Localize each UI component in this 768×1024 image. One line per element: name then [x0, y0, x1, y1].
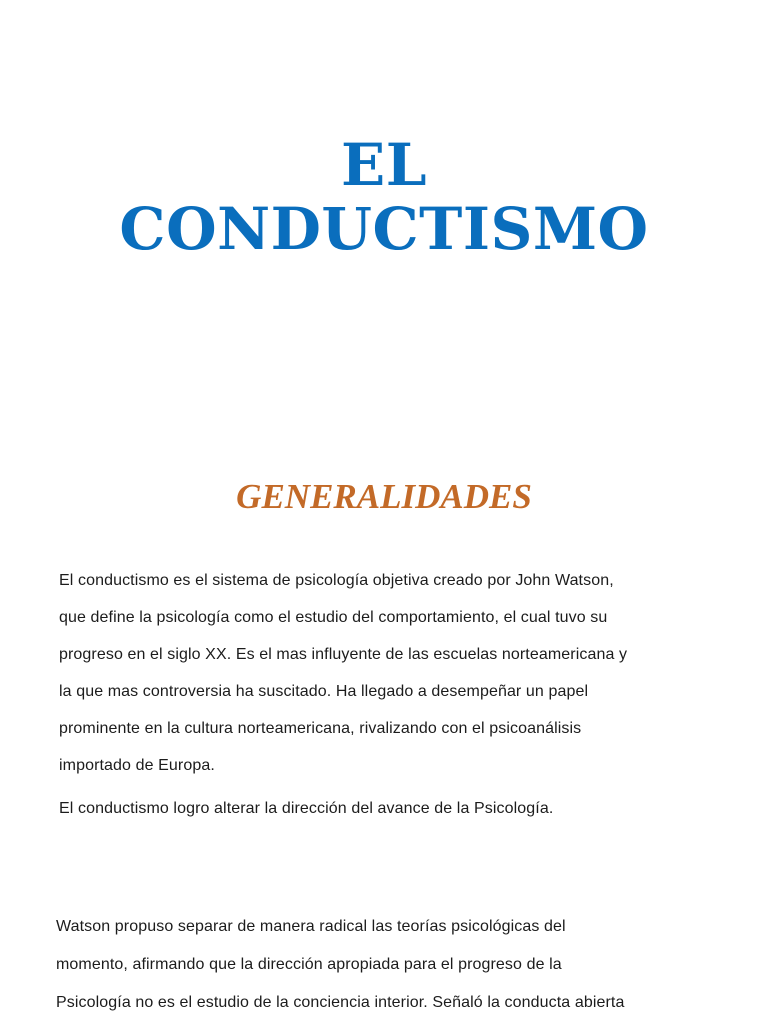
paragraph-line: El conductismo es el sistema de psicología objetiva creado por John Watson,: [59, 572, 614, 589]
document-title-line-2: CONDUCTISMO: [119, 195, 649, 263]
paragraph-watson-proposal: [56, 908, 624, 1022]
paragraph-introduction: [59, 562, 627, 784]
paragraph-line: que define la psicología como el estudio del comportamiento, el cual tuvo su: [59, 609, 608, 626]
paragraph-line: Psicología no es el estudio de la conciencia interior. Señaló la conducta abierta: [56, 994, 625, 1011]
paragraph-line: momento, afirmando que la dirección apropiada para el progreso de la: [56, 956, 562, 973]
paragraph-line: prominente en la cultura norteamericana, rivalizando con el psicoanálisis: [59, 720, 582, 737]
paragraph-line: Watson propuso separar de manera radical las teorías psicológicas del: [56, 918, 566, 935]
paragraph-line: El conductismo logro alterar la dirección del avance de la Psicología.: [59, 800, 554, 817]
paragraph-line: progreso en el siglo XX. Es el mas influyente de las escuelas norteamericana y: [59, 646, 628, 663]
paragraph-line: importado de Europa.: [59, 757, 215, 774]
paragraph-line: la que mas controversia ha suscitado. Ha llegado a desempeñar un papel: [59, 683, 589, 700]
paragraph-conclusion: [59, 790, 553, 827]
document-title-line-1: EL: [341, 131, 427, 199]
section-heading: GENERALIDADES: [236, 477, 532, 516]
